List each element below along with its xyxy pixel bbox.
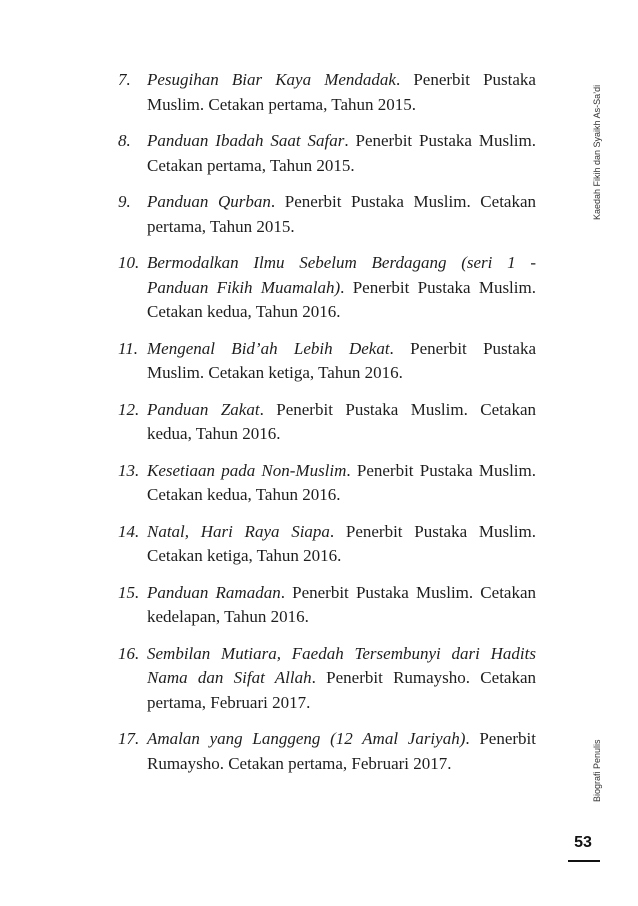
item-number: 10. xyxy=(118,253,140,272)
item-number: 12. xyxy=(118,399,140,419)
publication-details: . Penerbit Pustaka Muslim. Cetakan ketiga, Tahun 2016. xyxy=(147,521,536,565)
book-title: Amalan yang Langgeng (12 Amal Jariyah) xyxy=(147,729,466,748)
list-item xyxy=(118,129,536,178)
item-number: 17. xyxy=(118,729,140,748)
item-number: 11. xyxy=(118,338,138,358)
publication-details: . Penerbit Rumaysho. Cetakan pertama, Februari 2017. xyxy=(147,668,537,712)
list-item xyxy=(118,398,536,447)
book-title: Panduan Ramadan xyxy=(147,582,281,602)
publication-details: . Penerbit Pustaka Muslim. Cetakan kedelapan, Tahun 2016. xyxy=(147,582,537,626)
publication-details: . Penerbit Pustaka Muslim. Cetakan kedua, Tahun 2016. xyxy=(147,277,536,321)
item-number: 7. xyxy=(118,70,131,89)
publication-details: . Penerbit Pustaka Muslim. Cetakan kedua, Tahun 2016. xyxy=(147,460,536,504)
bibliography-list xyxy=(118,68,536,788)
book-title: Kesetiaan pada Non-Muslim xyxy=(147,460,347,480)
running-header: Kaedah Fikih dan Syaikh As-Sa’di xyxy=(592,84,602,220)
page-number-rule xyxy=(568,860,600,862)
book-title: Mengenal Bid’ah Lebih Dekat xyxy=(147,338,390,358)
publication-details: . Penerbit Pustaka Muslim. Cetakan kedua, Tahun 2016. xyxy=(147,399,536,443)
list-item xyxy=(118,68,536,117)
item-number: 9. xyxy=(118,192,131,211)
book-title: Natal, Hari Raya Siapa xyxy=(147,521,330,541)
page-number: 53 xyxy=(574,834,592,851)
publication-details: . Penerbit Pustaka Muslim. Cetakan ketiga, Tahun 2016. xyxy=(147,338,536,382)
publication-details: . Penerbit Pustaka Muslim. Cetakan pertama, Tahun 2015. xyxy=(147,192,537,236)
list-item xyxy=(118,251,536,325)
item-number: 8. xyxy=(118,131,131,150)
list-item xyxy=(118,581,536,630)
list-item xyxy=(118,727,536,776)
list-item xyxy=(118,337,536,386)
list-item xyxy=(118,459,536,508)
book-title: Pesugihan Biar Kaya Mendadak xyxy=(147,70,396,89)
book-title: Panduan Zakat xyxy=(147,399,260,419)
item-number: 13. xyxy=(118,460,140,480)
list-item xyxy=(118,190,536,239)
section-label: Biografi Penulis xyxy=(592,739,602,802)
book-title: Panduan Qurban xyxy=(147,192,271,211)
list-item xyxy=(118,520,536,569)
publication-details: . Penerbit Pustaka Muslim. Cetakan pertama, Tahun 2015. xyxy=(147,131,536,175)
item-number: 14. xyxy=(118,521,140,541)
item-number: 16. xyxy=(118,643,140,663)
book-title: Sembilan Mutiara, Faedah Tersembunyi dari Hadits Nama dan Sifat Allah xyxy=(147,643,536,687)
list-item xyxy=(118,642,536,716)
item-number: 15. xyxy=(118,582,140,602)
book-title: Bermodalkan Ilmu Sebelum Berdagang (seri 1 - Panduan Fikih Muamalah) xyxy=(147,253,536,297)
book-title: Panduan Ibadah Saat Safar xyxy=(147,131,345,150)
publication-details: . Penerbit Rumaysho. Cetakan pertama, Februari 2017. xyxy=(147,729,536,773)
publication-details: . Penerbit Pustaka Muslim. Cetakan pertama, Tahun 2015. xyxy=(147,70,536,114)
